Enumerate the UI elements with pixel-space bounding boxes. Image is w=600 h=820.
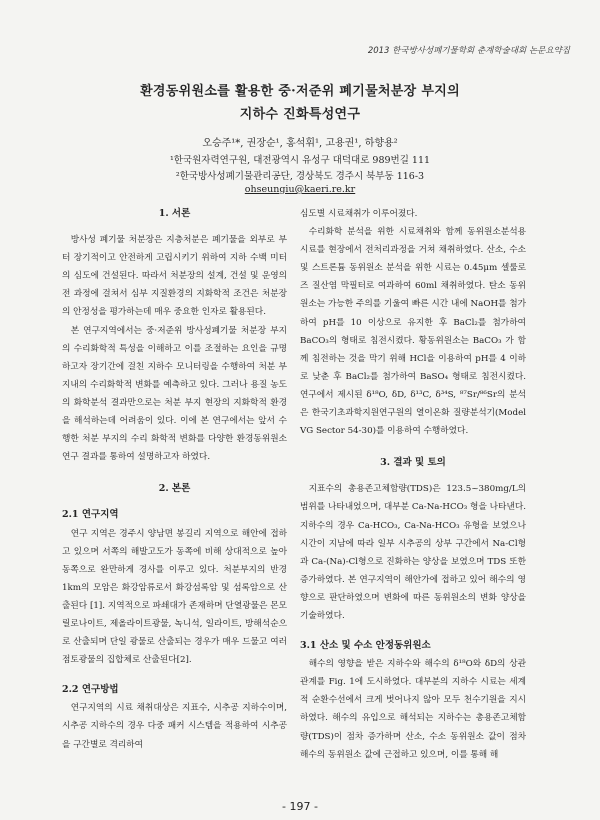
left-column (62, 205, 287, 754)
sampling-paragraph: 수리화학 분석을 위한 시료채취와 함께 동위원소분석용 시료를 현장에서 전처리과정을 거쳐 채취하였다. 산소, 수소 및 스트론튬 동위원소 분석을 위한 시료는 0.45μm 셀룰로즈 질산염 막필터로 여과하여 60ml 채취하였다. 탄소 동위원소는 가능한 주의를 기울여 빠른 시간 내에 NaOH를 첨가하여 pH를 10 이상으로 유지한 후 BaCl₂를 첨가하여 BaCO₃의 형태로 침전시켰다. 황동위원소는 BaCO₃ 가 함께 침전하는 것을 막기 위해 HCl을 이용하여 pH를 4 이하로 낮춘 후 BaCl₂를 첨가하여 BaSO₄ 형태로 침전시켰다. 연구에서 제시된 δ¹⁸O, δD, δ¹³C, δ³⁴S, ⁸⁷Sr/⁸⁶Sr의 분석은 한국기초과학지원연구원의 열이온화 질량분석기(Model VG Sector 54-30)를 이용하여 수행하였다. (300, 227, 526, 437)
conference-header: 2013 한국방사성폐기물학회 춘계학술대회 논문요약집 (367, 46, 570, 56)
author-email: ohseungiu@kaeri.re.kr (244, 184, 356, 195)
isotopes-paragraph: 해수의 영향을 받은 지하수와 해수의 δ¹⁸O와 δD의 상관관계를 Fig. 1에 도시하였다. 대부분의 지하수 시료는 세계적 순환수선에서 크게 벗어나지 않아 모두 천수기원을 지시하였다. 해수의 유입으로 해석되는 지하수는 총용존고체함량(TDS)이 점차 증가하며 산소, 수소 동위원소 값이 점차 해수의 동위원소 값에 근접하고 있으며, 이를 통해 해 (300, 659, 526, 760)
paper-title-line2: 지하수 진화특성연구 (239, 107, 361, 122)
methods-paragraph: 연구지역의 시료 채취대상은 지표수, 시추공 지하수이며, 시추공 지하수의 경우 다중 패커 시스템을 적용하여 시추공을 구간별로 격리하여 (62, 703, 287, 750)
affiliation-1: ¹한국원자력연구원, 대전광역시 유성구 대덕대로 989번길 111 (169, 155, 431, 166)
right-column (300, 205, 526, 764)
results-paragraph: 지표수의 총용존고체함량(TDS)은 123.5~380mg/L의 범위를 나타내었으며, 대부분 Ca-Na-HCO₃ 형을 나타낸다. 지하수의 경우 Ca-HCO₃, Ca-Na-HCO₃ 유형을 보였으나 시간이 지남에 따라 일부 시추공의 상부 구간에서 Na-Cl형과 Ca-(Na)-Cl형으로 진화하는 양상을 보였으며 TDS 또한 증가하였다. 본 연구지역이 해안가에 접하고 있어 해수의 영향으로 판단하였으며 변화에 따른 동위원소의 변화 양상을 기술하였다. (300, 484, 526, 621)
study-area-paragraph: 연구 지역은 경주시 양남면 봉길리 지역으로 해안에 접하고 있으며 서쪽의 해발고도가 동쪽에 비해 상대적으로 높아 동쪽으로 완만하게 경사를 이루고 있다. 처분부지의 반경 1km의 모암은 화강암류로서 화강섬록암 및 섬록암으로 산출된다 [1]. 지역적으로 파쇄대가 존재하며 단열광물은 몬모릴로나이트, 제올라이트광물, 녹니석, 일라이트, 방해석순으로 산출되며 단일 광물로 산출되는 경우가 매우 드물고 여러 점토광물의 집합체로 산출된다[2]. (62, 528, 287, 666)
page-number: - 197 - (282, 800, 318, 813)
section-title-results: 3. 결과 및 토의 (380, 457, 446, 469)
paper-title-line1: 환경동위원소를 활용한 중·저준위 폐기물처분장 부지의 (140, 84, 460, 99)
affiliation-2: ²한국방사성폐기물관리공단, 경상북도 경주시 북부동 116-3 (175, 171, 425, 182)
subsection-title-isotopes: 3.1 산소 및 수소 안정동위원소 (300, 640, 431, 652)
intro-paragraph-2: 본 연구지역에서는 중·저준위 방사성폐기물 처분장 부지의 수리화학적 특성을 이해하고 이를 조절하는 요인을 규명하고자 장기간에 걸친 지하수 모니터링을 수행하여 처분 부지내의 수리화학적 변화를 예측하고 있다. 그러나 용질 농도의 화학분석 결과만으로는 처분 부지 현장의 지화학적 환경을 해석하는데 어려움이 있다. 이에 본 연구에서는 앞서 수행한 처분 부지의 수리 화학적 변화를 다양한 환경동위원소연구 결과를 통하여 설명하고자 하였다. (62, 325, 287, 463)
section-title-introduction: 1. 서론 (158, 208, 191, 219)
section-title-body: 2. 본론 (158, 483, 191, 495)
intro-paragraph-1: 방사성 폐기물 처분장은 지층처분은 폐기물을 외부로 부터 장기적이고 안전하게 고립시키기 위하여 지하 수백 미터의 심도에 건설된다. 따라서 처분장의 설계, 건설 및 운영의 전 과정에 걸쳐서 심부 지질환경의 지화학적 조건은 처분장의 안정성을 평가하는데 매우 중요한 인자로 활용된다. (62, 235, 287, 318)
subsection-title-methods: 2.2 연구방법 (62, 684, 119, 696)
author-list: 오승주¹*, 권장순¹, 홍석휘¹, 고용권¹, 하향용² (202, 138, 398, 149)
subsection-title-study-area: 2.1 연구지역 (62, 509, 119, 521)
methods-continued: 심도별 시료채취가 이루어졌다. (300, 209, 418, 219)
